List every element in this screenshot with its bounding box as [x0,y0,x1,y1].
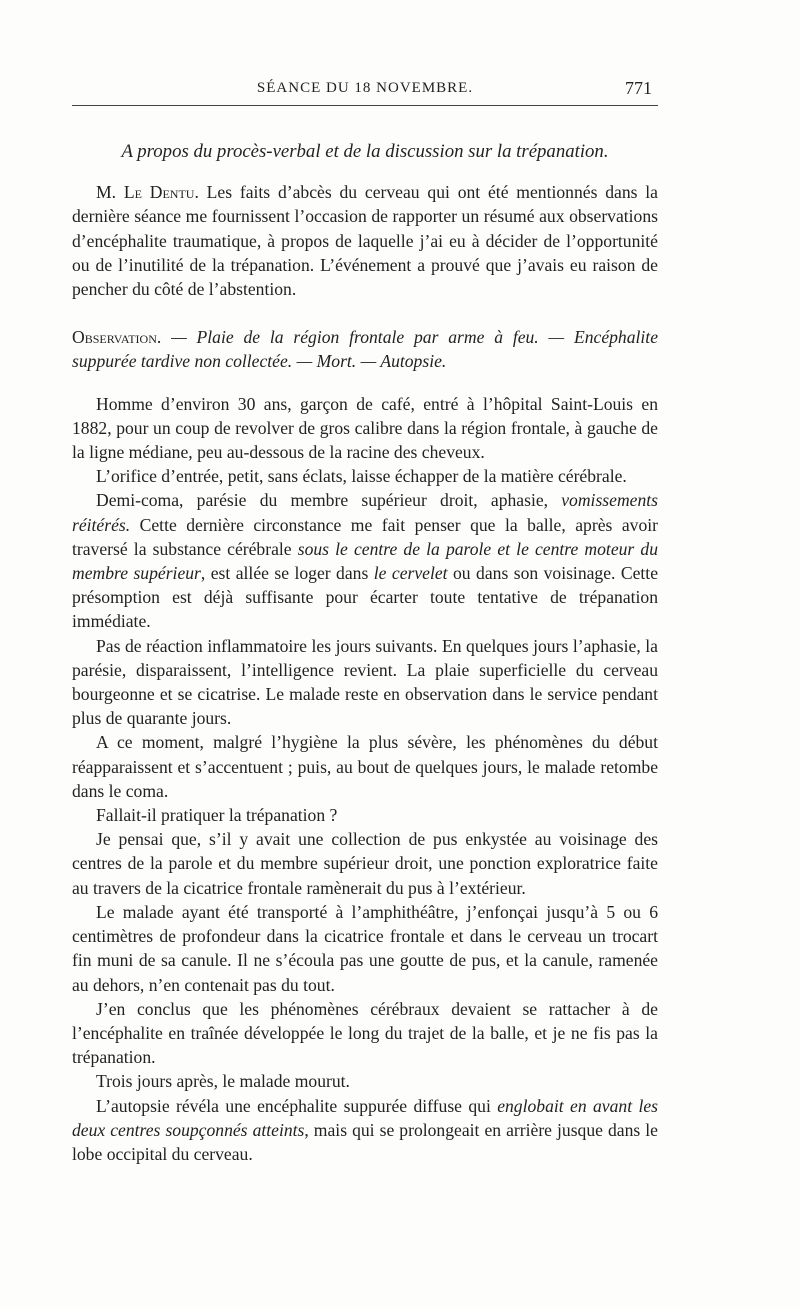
intro-text: Les faits d’abcès du cerveau qui ont été mentionnés dans la dernière séance me fournissent l’occasion de rapporter un résumé aux observations d’encéphalite traumatique, à propos de laquelle j’ai eu à décider de l’opportunité ou de l’inutilité de la trépanation. L’événement a prouvé que j’avais eu raison de pencher du côté de l’abstention. [72,182,658,300]
paragraph: Pas de réaction inflammatoire les jours suivants. En quelques jours l’aphasie, la parésie, disparaissent, l’intelligence revient. La plaie superficielle du cerveau bourgeonne et se cicatrise. Le malade reste en observation dans le service pendant plus de quarante jours. [72,635,658,729]
page-number: 771 [625,78,652,98]
intro-paragraph [72,180,658,301]
emphasis: le cervelet [373,563,448,584]
observation-label: Observation. [72,327,162,348]
paragraph: Trois jours après, le malade mourut. [96,1071,350,1092]
observation-heading [72,325,658,373]
emphasis: sous le centre de la parole et le centre moteur du membre supérieur [72,538,658,584]
text-run: L’autopsie révéla une encéphalite suppurée diffuse qui [96,1095,498,1116]
paragraph: L’orifice d’entrée, petit, sans éclats, laisse échapper de la matière cérébrale. [96,466,627,487]
page-content [72,140,658,1166]
paragraph: Homme d’environ 30 ans, garçon de café, entré à l’hôpital Saint-Louis en 1882, pour un coup de revolver de gros calibre dans la région frontale, à gauche de la ligne médiane, peu au-dessous de la racine des cheveux. [72,393,658,463]
observation-body [72,392,658,1167]
paragraph: Fallait-il pratiquer la trépanation ? [96,805,338,826]
speaker-name: M. Le Dentu. [96,182,199,203]
paragraph: Le malade ayant été transporté à l’amphithéâtre, j’enfonçai jusqu’à 5 ou 6 centimètres de profondeur dans la cicatrice frontale et dans le cerveau un trocart fin muni de sa canule. Il ne s’écoula pas une goutte de pus, et la canule, ramenée au dehors, n’en contenait pas du tout. [72,901,658,995]
running-title: SÉANCE DU 18 NOVEMBRE. [256,80,474,96]
emphasis: vomissements réitérés. [72,490,658,535]
section-title: A propos du procès-verbal et de la discussion sur la trépanation. [121,141,609,162]
emphasis: englobait en avant les deux centres soupçonnés atteints [72,1095,658,1140]
text-run: ou dans son voisinage. Cette présomption est déjà suffisante pour écarter toute tentative de trépanation immédiate. [72,563,659,632]
text-run: Cette dernière circonstance me fait penser que la balle, après avoir traversé la substance cérébrale [72,514,658,559]
paragraph [72,1094,658,1167]
text-run: Demi-coma, parésie du membre supérieur droit, aphasie, [96,490,562,511]
paragraph [72,488,658,633]
paragraph: A ce moment, malgré l’hygiène la plus sévère, les phénomènes du début réapparaissent et s’accentuent ; puis, au bout de quelques jours, le malade retombe dans le coma. [72,732,658,801]
observation-title: — Plaie de la région frontale par arme à feu. — Encéphalite suppurée tardive non collectée. — Mort. — Autopsie. [72,327,658,372]
paragraph: J’en conclus que les phénomènes cérébraux devaient se rattacher à de l’encéphalite en traînée développée le long du trajet de la balle, et je ne fis pas la trépanation. [72,998,658,1068]
paragraph: Je pensai que, s’il y avait une collection de pus enkystée au voisinage des centres de la parole et du membre supérieur droit, une ponction exploratrice faite au travers de la cicatrice frontale ramènerait du pus à l’extérieur. [72,829,658,898]
text-run: , est allée se loger dans [200,563,374,584]
text-run: , mais qui se prolongeait en arrière jusque dans le lobe occipital du cerveau. [72,1119,658,1164]
page-header [72,78,658,106]
